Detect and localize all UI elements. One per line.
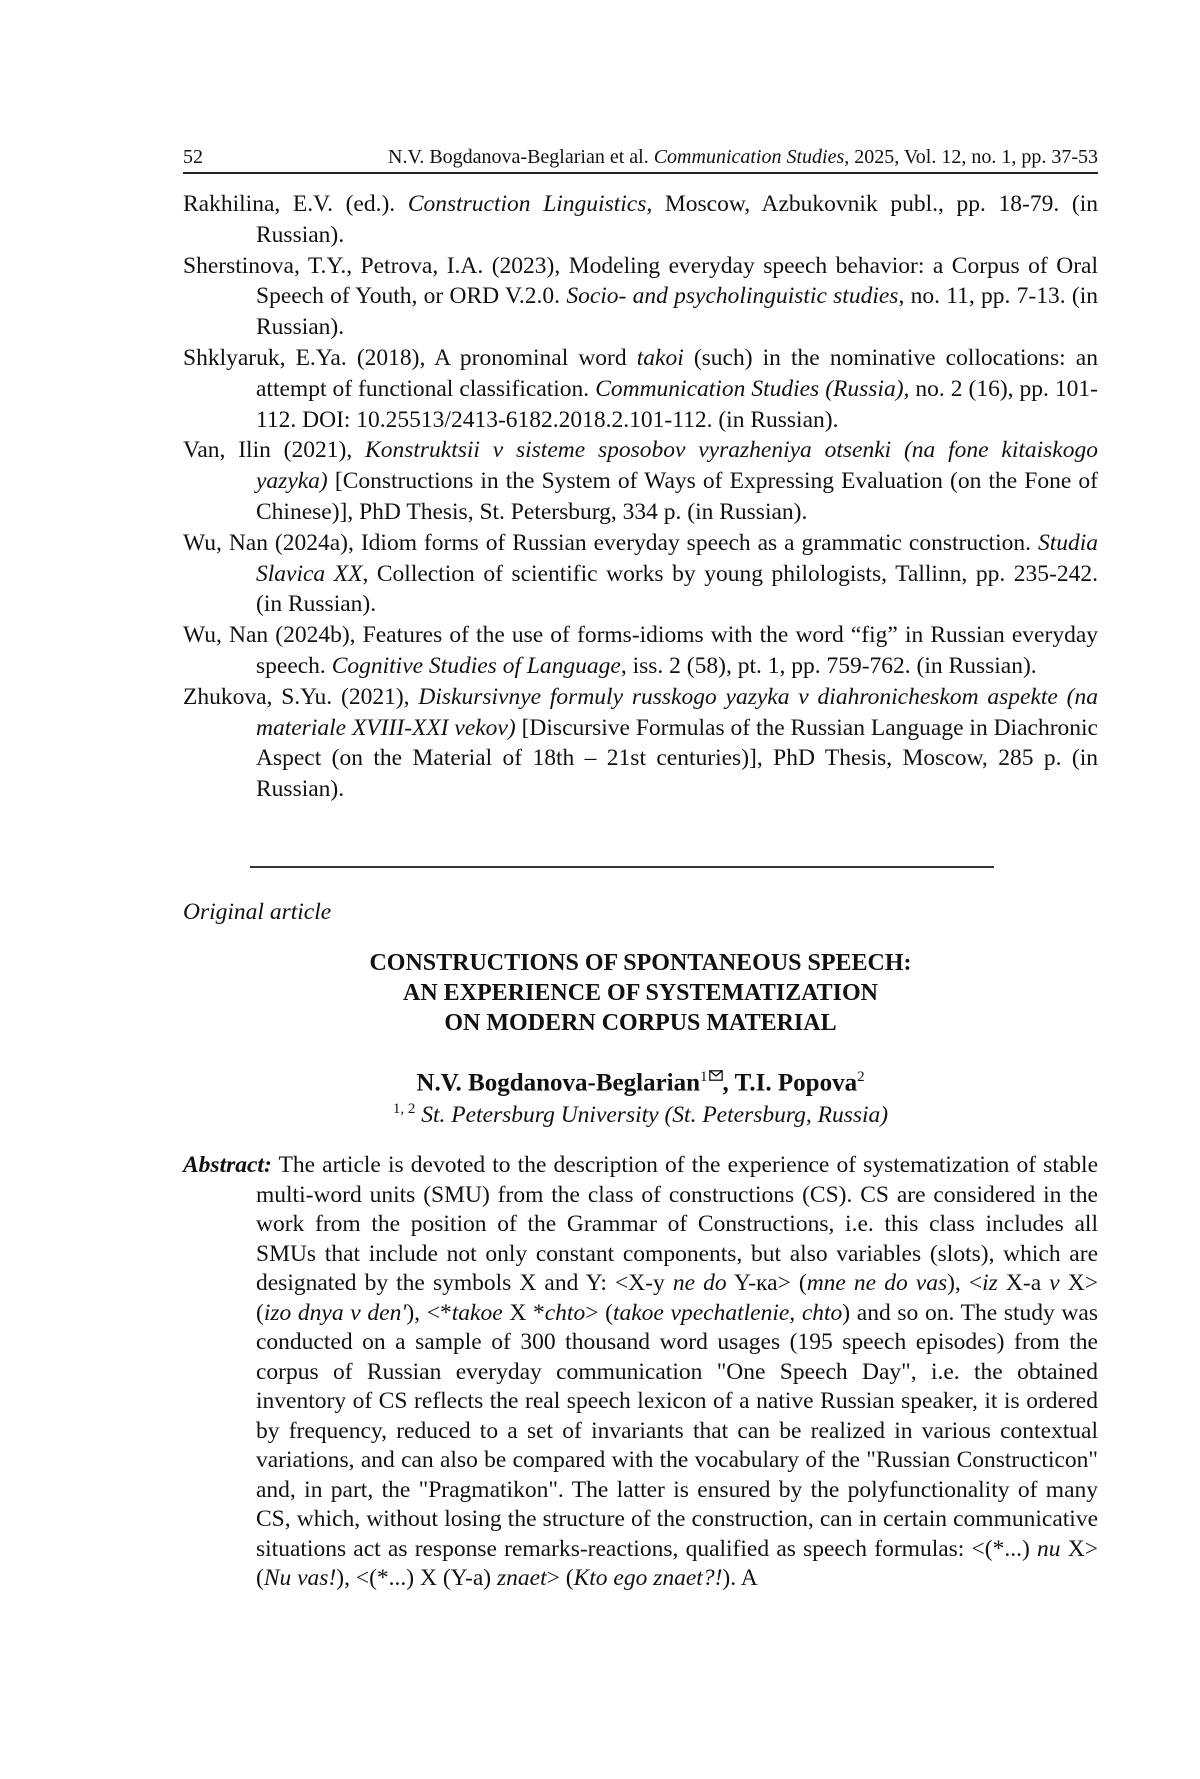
running-citation bbox=[298, 145, 1098, 169]
citation-authors: N.V. Bogdanova-Beglarian et al. bbox=[388, 146, 654, 168]
abstract-italic-segment: izo dnya v den' bbox=[263, 1299, 407, 1326]
abstract-segment: X-a bbox=[997, 1270, 1050, 1296]
author-affil-marker: 1 bbox=[700, 1069, 723, 1085]
affiliation-text: St. Petersburg University (St. Petersburg, Russia) bbox=[415, 1101, 889, 1128]
article-title bbox=[183, 948, 1098, 1038]
running-head bbox=[183, 145, 1098, 174]
reference-entry: Shklyaruk, E.Ya. (2018), A pronominal word takoi (such) in the nominative collocations: an attempt of functional classification. Communication Studies (Russia), no. 2 (16), pp. 101-112. DOI: 10.25513/2413-6182.2018.2.101-112. (in Russian). bbox=[183, 344, 1099, 433]
title-line: ON MODERN CORPUS MATERIAL bbox=[444, 1010, 837, 1036]
author-name: T.I. Popova bbox=[734, 1069, 858, 1097]
page-number: 52 bbox=[183, 146, 203, 168]
abstract-italic-segment: Kto ego znaet?! bbox=[573, 1565, 723, 1591]
abstract-italic-segment: Nu vas! bbox=[263, 1565, 337, 1591]
abstract-segment: ) and so on. The study was conducted on a sample of 300 thousand word usages (195 speech episodes) from the corpus of Russian everyday communication "One Speech Day", i.e. the obtained inventory of CS reflects the real speech lexicon of a native Russian speaker, it is ordered by frequency, reduced to a set of invariants that can be realized in various contextual variations, and can also be compared with the vocabulary of the "Russian Constructicon" and, in part, the "Pragmatikon". The latter is ensured by the polyfunctionality of many CS, which, without losing the structure of the construction, can in certain communicative situations act as response remarks-reactions, qualified as speech formulas: <(*...) bbox=[256, 1299, 1098, 1562]
journal-name: Communication Studies bbox=[653, 146, 845, 168]
abstract-italic-segment: v bbox=[1049, 1270, 1060, 1296]
reference-entry: Zhukova, S.Yu. (2021), Diskursivnye formuly russkogo yazyka v diahronicheskom aspekte (na materiale XVIII-XXI vekov) [Discursive Formulas of the Russian Language in Diachronic Aspect (on the Material of 18th – 21st centuries)], PhD Thesis, Moscow, 285 p. (in Russian). bbox=[183, 683, 1098, 803]
article-type: Original article bbox=[183, 899, 332, 925]
abstract-segment: Y-ка> ( bbox=[726, 1270, 807, 1296]
abstract-italic-segment: znaet bbox=[497, 1565, 547, 1591]
reference-entry: Rakhilina, E.V. (ed.). Construction Linguistics, Moscow, Azbukovnik publ., pp. 18-79. (in Russian). bbox=[183, 191, 1098, 248]
section-divider bbox=[250, 866, 994, 868]
abstract-segment: The article is devoted to the description of the experience of systematization of stable multi-word units (SMU) from the class of constructions (CS). CS are considered in the work from the position of the Grammar of Constructions, i.e. this class includes all SMUs that include not only constant components, but also variables (slots), which are designated by the symbols X and Y: <X-y bbox=[256, 1152, 1098, 1296]
abstract-segment: ), <(*...) X (Y-a) bbox=[336, 1565, 498, 1591]
envelope-icon bbox=[709, 1070, 723, 1081]
abstract-segment: ), < bbox=[947, 1270, 983, 1296]
reference-entry: Wu, Nan (2024b), Features of the use of forms-idioms with the word “fig” in Russian everyday speech. Cognitive Studies of Language, iss. 2 (58), pt. 1, pp. 759-762. (in Russian). bbox=[183, 622, 1098, 679]
abstract-italic-segment: takoe bbox=[451, 1299, 503, 1326]
abstract-segment: ). A bbox=[722, 1565, 758, 1591]
reference-list bbox=[183, 189, 1098, 805]
abstract-label: Abstract: bbox=[183, 1152, 272, 1178]
title-line: CONSTRUCTIONS OF SPONTANEOUS SPEECH: bbox=[369, 950, 912, 976]
citation-details: , 2025, Vol. 12, no. 1, pp. 37-53 bbox=[844, 146, 1098, 168]
abstract-segment: X> ( bbox=[256, 1270, 1098, 1326]
reference-entry: Wu, Nan (2024a), Idiom forms of Russian everyday speech as a grammatic construction. Studia Slavica XX, Collection of scientific works by young philologists, Tallinn, pp. 235-242. (in Russian). bbox=[183, 529, 1098, 618]
abstract-italic-segment: chto bbox=[544, 1299, 586, 1326]
abstract-text bbox=[256, 1152, 1098, 1591]
abstract-italic-segment: takoe vpechatlenie, chto bbox=[612, 1299, 843, 1326]
abstract bbox=[183, 1151, 1098, 1594]
affiliation-marker: 1, 2 bbox=[392, 1101, 416, 1117]
abstract-italic-segment: iz bbox=[982, 1270, 998, 1296]
abstract-segment: > ( bbox=[585, 1299, 613, 1326]
abstract-segment: X * bbox=[502, 1299, 545, 1326]
abstract-italic-segment: nu bbox=[1037, 1535, 1061, 1562]
abstract-segment: ), <* bbox=[406, 1299, 452, 1326]
author-list: N.V. Bogdanova-Beglarian$^1$ , T.I. Popova$^2$ bbox=[416, 1069, 865, 1097]
author-affil-marker: 2 bbox=[857, 1069, 865, 1085]
reference-entry: Sherstinova, T.Y., Petrova, I.A. (2023), Modeling everyday speech behavior: a Corpus of Oral Speech of Youth, or ORD V.2.0. Socio- and psycholinguistic studies, no. 11, pp. 7-13. (in Russian). bbox=[183, 252, 1099, 341]
title-line: AN EXPERIENCE OF SYSTEMATIZATION bbox=[403, 980, 878, 1006]
author-affiliation bbox=[183, 1094, 1098, 1130]
abstract-segment: > ( bbox=[546, 1565, 574, 1591]
author-name: N.V. Bogdanova-Beglarian bbox=[416, 1069, 701, 1097]
abstract-segment: X> ( bbox=[256, 1535, 1098, 1591]
reference-entry: Van, Ilin (2021), Konstruktsii v sisteme sposobov vyrazheniya otsenki (na fone kitaiskogo yazyka) [Constructions in the System of Ways of Expressing Evaluation (on the Fone of Chinese)], PhD Thesis, St. Petersburg, 334 p. (in Russian). bbox=[183, 437, 1098, 525]
abstract-italic-segment: ne do bbox=[672, 1270, 727, 1296]
abstract-italic-segment: mne ne do vas bbox=[806, 1270, 948, 1296]
